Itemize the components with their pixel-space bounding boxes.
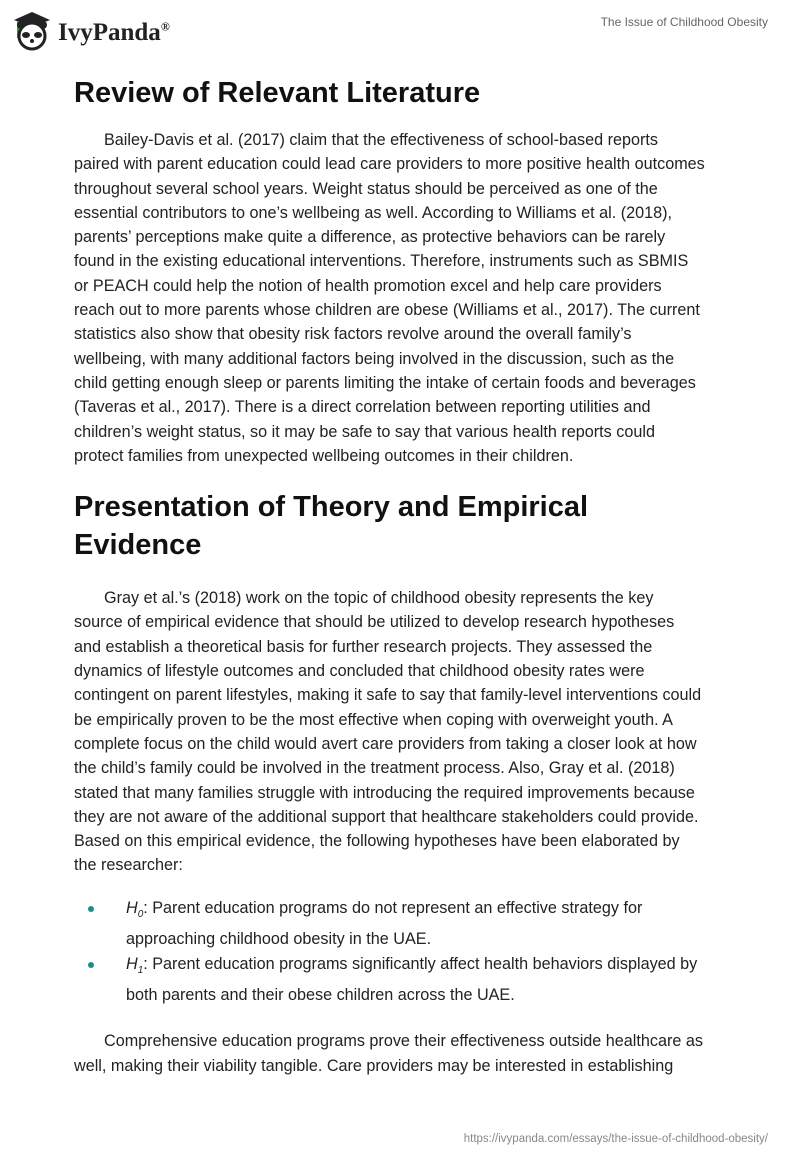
text-line: complete focus on the child would avert care providers from taking a closer look at how	[74, 734, 697, 753]
text-line: reach out to more parents whose children are obese (Williams et al., 2017). The current	[74, 301, 700, 320]
panda-graduate-icon	[12, 8, 52, 52]
bullet-icon	[88, 906, 94, 912]
text-line: protect families from unexpected wellbeing outcomes in their children.	[74, 446, 574, 465]
text-line: child getting enough sleep or parents limiting the intake of certain foods and beverages	[74, 373, 696, 392]
text-line: stated that many families struggle with introducing the required improvements because	[74, 783, 695, 802]
bullet-icon	[88, 962, 94, 968]
text-line: contingent on parent lifestyles, making it safe to say that family-level interventions could	[74, 686, 702, 705]
page-header	[0, 0, 800, 60]
paragraph	[74, 1029, 754, 1078]
paragraph	[74, 128, 754, 468]
text-line: statistics also show that obesity risk factors revolve around the overall family’s	[74, 325, 632, 344]
text-line: dynamics of lifestyle outcomes and concluded that childhood obesity rates were	[74, 662, 645, 681]
section-heading: Presentation of Theory and Empirical Evidence	[74, 491, 589, 562]
hypothesis-h0: $H_0$: Parent education programs do not represent an effective strategy for approaching childhood obesity in the UAE.	[74, 896, 754, 952]
text-line: wellbeing, with many additional factors being involved in the discussion, such as the	[74, 349, 675, 368]
text-line: found in the existing educational interventions. Therefore, instruments such as SBMIS	[74, 252, 689, 271]
text-line: children’s weight status, so it may be safe to say that various health reports could	[74, 422, 655, 441]
text-line: Bailey-Davis et al. (2017) claim that the effectiveness of school-based reports	[104, 131, 658, 149]
text-line: Gray et al.’s (2018) work on the topic of childhood obesity represents the key	[104, 589, 654, 608]
text-line: they are not aware of the additional support that healthcare stakeholders could provide.	[74, 807, 699, 826]
document-title: The Issue of Childhood Obesity	[600, 15, 768, 29]
text-line: be empirically proven to be the most effective when coping with overweight youth. A	[74, 710, 673, 729]
text-line: and establish a theoretical basis for further research projects. They assessed the	[74, 637, 653, 656]
text-line: source of empirical evidence that should be utilized to develop research hypotheses	[74, 613, 675, 632]
text-line: well, making their viability tangible. Care providers may be interested in establishing	[74, 1056, 674, 1075]
section-heading: Review of Relevant Literature	[74, 77, 481, 109]
text-line: paired with parent education could lead care providers to more positive health outcomes	[74, 155, 705, 174]
text-line: the researcher:	[74, 856, 183, 875]
hypotheses-list	[74, 896, 754, 1008]
text-line: or PEACH could help the notion of health promotion excel and help care providers	[74, 276, 662, 295]
text-line: throughout several school years. Weight status should be perceived as one of the	[74, 179, 658, 198]
text-line: Comprehensive education programs prove their effectiveness outside healthcare as	[104, 1032, 703, 1051]
essay-body	[74, 70, 754, 1078]
ivypanda-logo[interactable]	[12, 8, 170, 52]
hypothesis-h1: $H_1$: Parent education programs significantly affect health behaviors displayed by both parents and their obese children across the UAE.	[74, 952, 754, 1008]
text-line: parents’ perceptions make quite a difference, as protective behaviors can be rarely	[74, 228, 666, 247]
paragraph	[74, 586, 754, 878]
text-line: Based on this empirical evidence, the following hypotheses have been elaborated by	[74, 832, 680, 851]
text-line: the child’s family could be involved in the treatment process. Also, Gray et al. (2018)	[74, 759, 675, 778]
logo-text: IvyPanda®	[58, 19, 170, 46]
text-line: essential contributors to one’s wellbeing as well. According to Williams et al. (2018),	[74, 203, 673, 222]
source-url[interactable]: https://ivypanda.com/essays/the-issue-of-childhood-obesity/	[463, 1133, 768, 1145]
text-line: (Taveras et al., 2017). There is a direct correlation between reporting utilities and	[74, 398, 651, 417]
